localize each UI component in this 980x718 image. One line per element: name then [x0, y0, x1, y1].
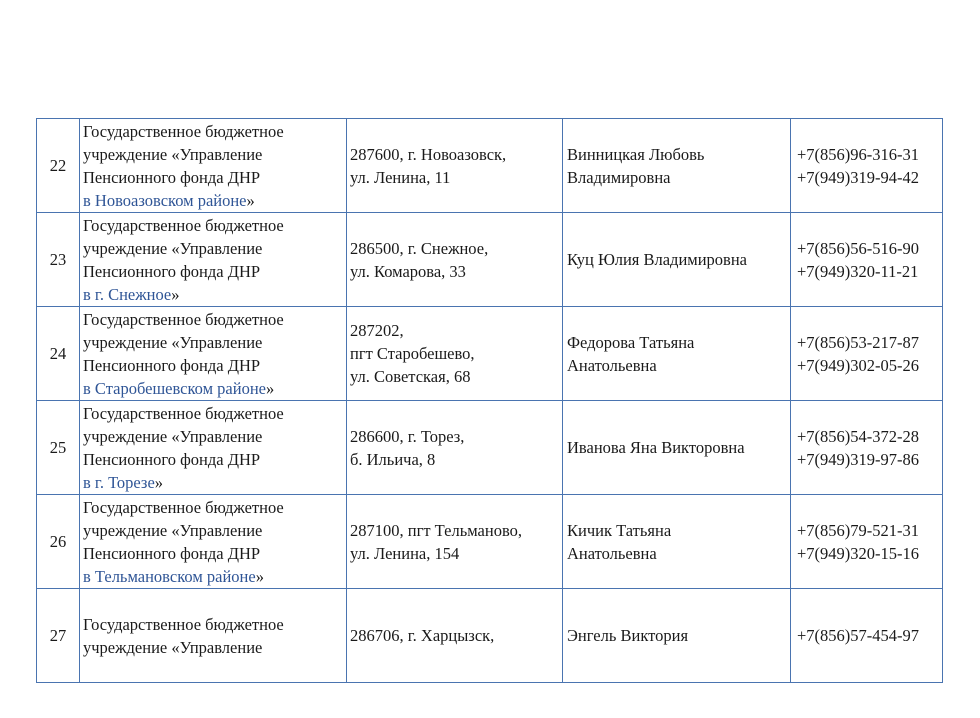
organization-location: в Старобешевском районе: [83, 378, 266, 398]
head-name-line: Федорова Татьяна: [567, 332, 695, 352]
head-name-line: Энгель Виктория: [567, 626, 689, 645]
phone-number: +7(856)79-521-31: [797, 520, 920, 540]
table-row: [37, 589, 943, 683]
organization-line: Государственное бюджетное: [83, 215, 284, 235]
phone-number: +7(949)320-11-21: [797, 261, 919, 281]
organization-line: Пенсионного фонда ДНР: [83, 355, 261, 375]
address-line: ул. Советская, 68: [350, 367, 471, 386]
organization-line: учреждение «Управление: [83, 426, 263, 446]
address: [347, 213, 563, 307]
phone-number: +7(949)319-97-86: [797, 449, 920, 469]
organization-location: в г. Торезе: [83, 472, 155, 492]
address-line: 287202,: [350, 321, 404, 340]
address-line: ул. Ленина, 154: [350, 543, 460, 563]
head-name: [563, 495, 791, 589]
phone-numbers: [791, 119, 943, 213]
address-line: б. Ильича, 8: [350, 449, 436, 469]
address: [347, 401, 563, 495]
address: [347, 589, 563, 683]
organization-line: учреждение «Управление: [83, 520, 263, 540]
pension-offices-table-wrapper: [36, 118, 943, 718]
table-row: [37, 119, 943, 213]
organization-line: Пенсионного фонда ДНР: [83, 449, 261, 469]
organization-line: Пенсионного фонда ДНР: [83, 167, 261, 187]
head-name-line: Владимировна: [567, 167, 671, 187]
head-name: [563, 589, 791, 683]
organization-line: учреждение «Управление: [83, 637, 263, 657]
head-name-line: Иванова Яна Викторовна: [567, 438, 745, 457]
address-line: 286706, г. Харцызск,: [350, 626, 495, 645]
organization-line: Государственное бюджетное: [83, 403, 284, 423]
row-number: 25: [37, 401, 80, 495]
organization-line: Государственное бюджетное: [83, 121, 284, 141]
organization-name: [80, 213, 347, 307]
organization-line: учреждение «Управление: [83, 144, 263, 164]
organization-name: [80, 401, 347, 495]
organization-location-line: [83, 565, 346, 588]
organization-line: Пенсионного фонда ДНР: [83, 261, 261, 281]
row-number: 23: [37, 213, 80, 307]
address: [347, 119, 563, 213]
organization-line: учреждение «Управление: [83, 332, 263, 352]
closing-quote: »: [265, 378, 275, 398]
row-number: 24: [37, 307, 80, 401]
head-name: [563, 119, 791, 213]
row-number: 26: [37, 495, 80, 589]
address-line: 286600, г. Торез,: [350, 426, 465, 446]
organization-line: Государственное бюджетное: [83, 309, 284, 329]
phone-number: +7(856)96-316-31: [797, 144, 920, 164]
table-row: [37, 495, 943, 589]
organization-location: в Новоазовском районе: [83, 190, 247, 210]
row-number: 27: [37, 589, 80, 683]
pension-offices-table: [36, 118, 943, 683]
closing-quote: »: [255, 566, 264, 586]
closing-quote: »: [246, 190, 255, 210]
phone-numbers: [791, 589, 943, 683]
address-line: 287600, г. Новоазовск,: [350, 144, 507, 164]
table-row: [37, 401, 943, 495]
closing-quote: »: [171, 284, 180, 304]
address: [347, 495, 563, 589]
phone-numbers: [791, 213, 943, 307]
closing-quote: »: [154, 472, 164, 492]
phone-number: +7(949)302-05-26: [797, 355, 920, 375]
head-name: [563, 213, 791, 307]
address-line: пгт Старобешево,: [350, 344, 475, 363]
organization-line: Пенсионного фонда ДНР: [83, 543, 261, 563]
organization-name: [80, 307, 347, 401]
head-name: [563, 307, 791, 401]
table-row: [37, 307, 943, 401]
row-number: 22: [37, 119, 80, 213]
organization-location-line: [83, 283, 346, 306]
organization-line: Государственное бюджетное: [83, 614, 284, 634]
head-name-line: Анатольевна: [567, 355, 657, 375]
organization-location-line: [83, 471, 346, 494]
organization-name: [80, 495, 347, 589]
phone-number: +7(856)57-454-97: [797, 626, 920, 645]
organization-location-line: [83, 377, 346, 400]
head-name: [563, 401, 791, 495]
phone-number: +7(856)56-516-90: [797, 238, 920, 258]
head-name-line: Куц Юлия Владимировна: [567, 250, 747, 269]
address-line: 286500, г. Снежное,: [350, 238, 489, 258]
address-line: ул. Комарова, 33: [350, 261, 466, 281]
head-name-line: Анатольевна: [567, 543, 657, 563]
organization-name: [80, 119, 347, 213]
organization-location: в г. Снежное: [83, 284, 172, 304]
phone-number: +7(856)53-217-87: [797, 332, 920, 352]
organization-location-line: [83, 189, 346, 212]
organization-name: [80, 589, 347, 683]
table-row: [37, 213, 943, 307]
phone-number: +7(856)54-372-28: [797, 426, 920, 446]
phone-numbers: [791, 495, 943, 589]
head-name-line: Кичик Татьяна: [567, 520, 672, 540]
head-name-line: Винницкая Любовь: [567, 144, 705, 164]
phone-numbers: [791, 307, 943, 401]
phone-number: +7(949)320-15-16: [797, 543, 920, 563]
table-body: [37, 119, 943, 683]
address: [347, 307, 563, 401]
address-line: 287100, пгт Тельманово,: [350, 520, 523, 540]
phone-number: +7(949)319-94-42: [797, 167, 920, 187]
organization-line: учреждение «Управление: [83, 238, 263, 258]
organization-location: в Тельмановском районе: [83, 566, 256, 586]
phone-numbers: [791, 401, 943, 495]
address-line: ул. Ленина, 11: [350, 167, 451, 187]
organization-line: Государственное бюджетное: [83, 497, 284, 517]
